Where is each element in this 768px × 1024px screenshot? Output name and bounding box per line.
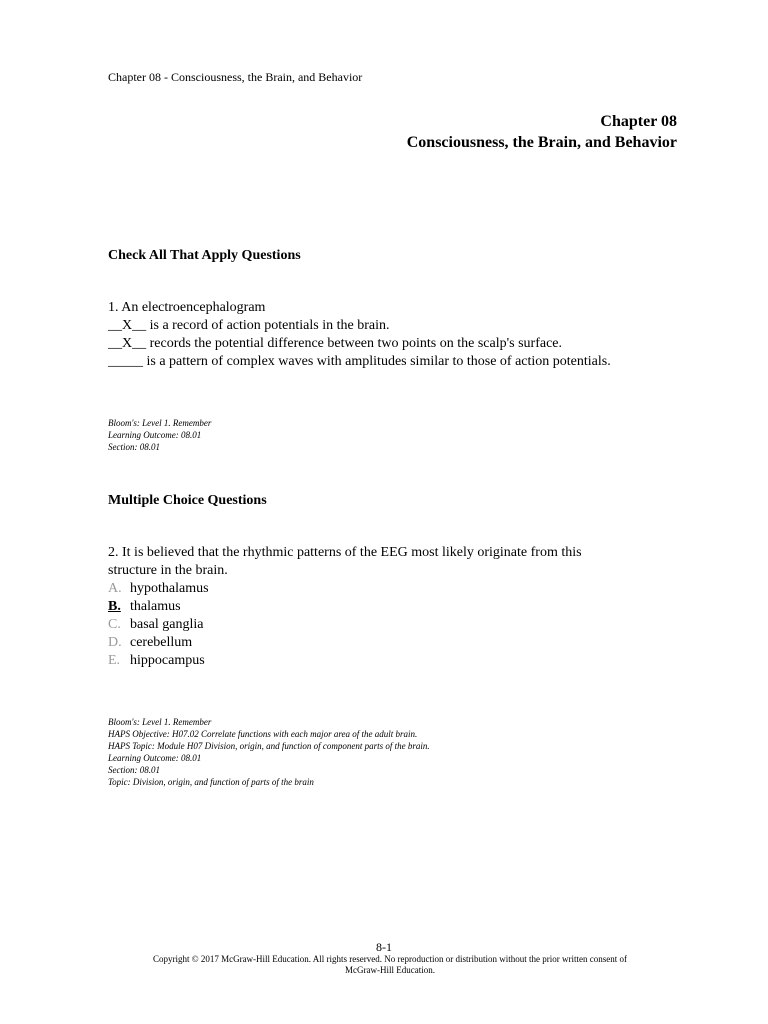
question-1-line-2: __X__ records the potential difference between two points on the scalp's surface. [108,336,563,351]
meta-line: Section: 08.01 [108,765,160,775]
meta-line: Learning Outcome: 08.01 [108,430,202,440]
meta-line: Learning Outcome: 08.01 [108,753,202,763]
option-text: thalamus [130,599,181,614]
option-letter-correct: B. [108,599,121,614]
option-letter: C. [108,617,121,632]
question-2 [108,544,582,670]
meta-line: Topic: Division, origin, and function of parts of the brain [108,777,314,787]
meta-line: HAPS Objective: H07.02 Correlate functions with each major area of the adult brain. [108,729,418,739]
option-text: hypothalamus [130,581,209,596]
question-2-stem-line-1: 2. It is believed that the rhythmic patterns of the EEG most likely originate from this [108,545,582,560]
option-letter: A. [108,581,122,596]
option-a [108,580,582,598]
question-2-stem-line-2: structure in the brain. [108,563,228,578]
question-1-stem: 1. An electroencephalogram [108,300,266,315]
running-header: Chapter 08 - Consciousness, the Brain, and Behavior [108,70,363,84]
copyright-notice [110,954,670,976]
question-2-metadata [108,716,430,788]
section-heading-check-all: Check All That Apply Questions [108,248,301,263]
question-1-line-1: __X__ is a record of action potentials in the brain. [108,318,390,333]
chapter-title [407,111,677,153]
chapter-subtitle: Consciousness, the Brain, and Behavior [406,134,677,151]
copyright-line-1: Copyright © 2017 McGraw-Hill Education. All rights reserved. No reproduction or distribution without the prior written consent of [152,954,627,964]
meta-line: HAPS Topic: Module H07 Division, origin, and function of component parts of the brain. [108,741,430,751]
question-1-metadata [108,417,211,453]
question-1 [108,299,611,371]
copyright-line-2: McGraw-Hill Education. [345,965,435,975]
chapter-number: Chapter 08 [600,113,677,130]
option-text: hippocampus [130,653,205,668]
option-text: basal ganglia [130,617,204,632]
meta-line: Bloom's: Level 1. Remember [108,418,212,428]
option-letter: D. [108,635,122,650]
option-letter: E. [108,653,121,668]
option-e [108,652,582,670]
meta-line: Bloom's: Level 1. Remember [108,717,212,727]
question-1-line-3: _____ is a pattern of complex waves with amplitudes similar to those of action potentials. [108,354,611,369]
section-heading-multiple-choice: Multiple Choice Questions [108,493,267,508]
option-c [108,616,582,634]
page-number: 8-1 [376,940,392,954]
option-d [108,634,582,652]
meta-line: Section: 08.01 [108,442,160,452]
option-text: cerebellum [130,635,193,650]
option-b-correct [108,598,582,616]
